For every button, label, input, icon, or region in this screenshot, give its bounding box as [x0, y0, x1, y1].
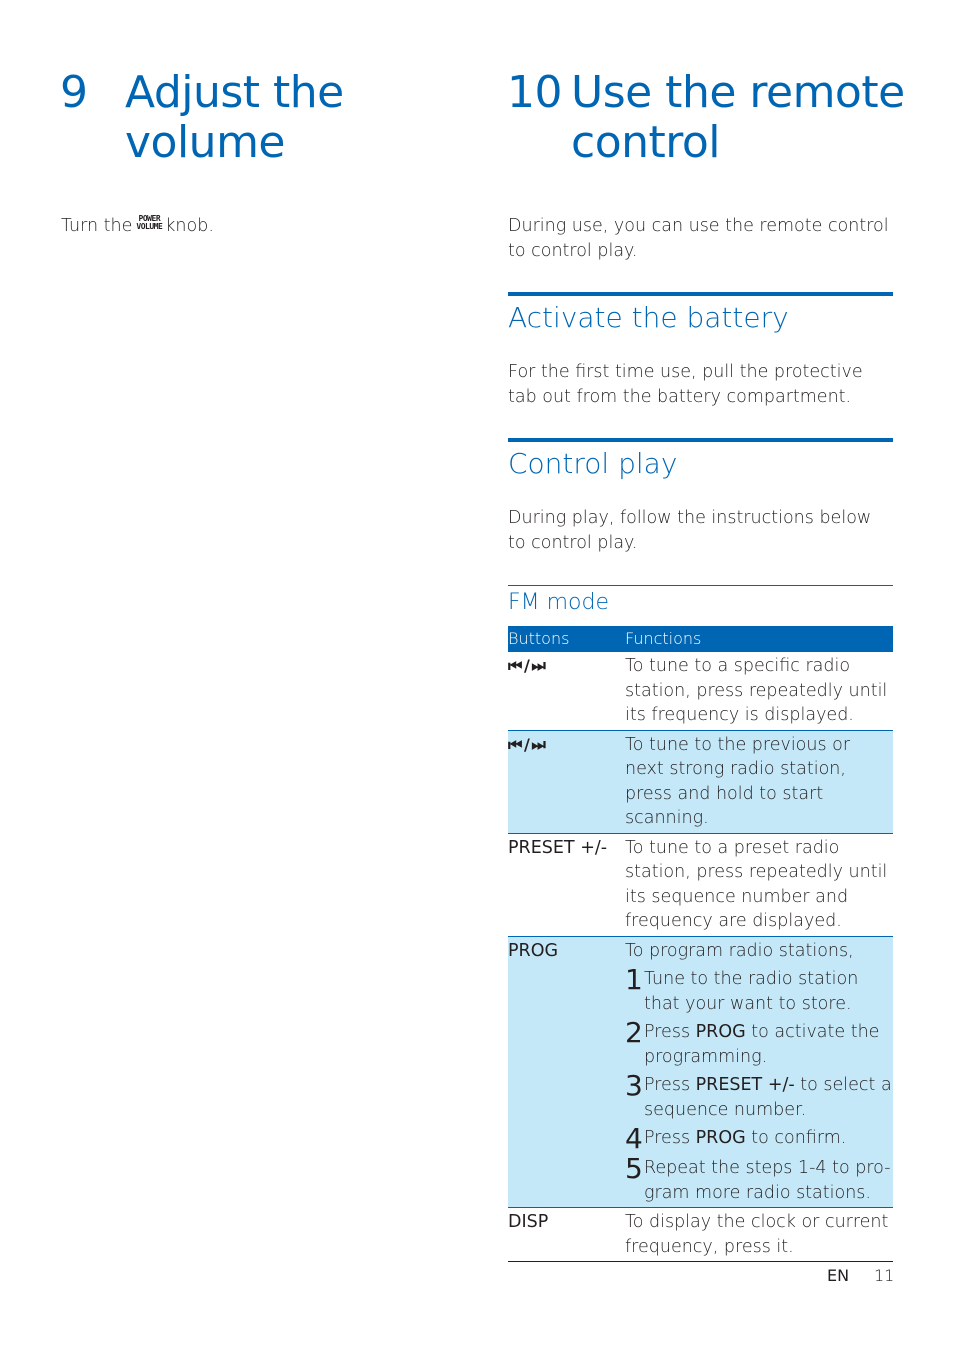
subsection-divider [508, 585, 893, 586]
prog-step: 4 Press PROG to confirm. [625, 1122, 847, 1155]
table-cell-function: To tune to a specific radio station, press repeatedly until its frequency is displayed. [625, 652, 893, 730]
step-number: 4 [625, 1122, 643, 1155]
step-number: 2 [625, 1016, 643, 1049]
table-row [508, 652, 893, 730]
chapter-10-title [571, 68, 905, 168]
prog-step: 3 Press PRESET +/- to select a sequence number. [625, 1073, 893, 1122]
chapter-10-number: 10 [507, 67, 562, 118]
table-cell-button: PROG [508, 936, 625, 1208]
table-cell-function [625, 936, 893, 1208]
section-title-activate-battery: Activate the battery [508, 301, 789, 334]
section-title-control-play: Control play [508, 447, 678, 480]
volume-text-after: knob. [165, 216, 214, 236]
table-cell-button: PRESET +/- [508, 833, 625, 936]
table-row [508, 833, 893, 936]
chapter-9-title-line1: Adjust the [125, 67, 344, 118]
prev-next-icon: ⏮ / ⏭ [508, 734, 544, 754]
step-number: 5 [625, 1152, 643, 1185]
table-row [508, 936, 893, 1208]
chapter-10-title-line1: Use the remote [571, 67, 905, 118]
section-divider [508, 292, 893, 296]
step-number: 3 [625, 1069, 643, 1102]
prev-next-icon: ⏮ / ⏭ [508, 656, 544, 675]
footer-language: EN [827, 1266, 850, 1285]
table-header-functions: Functions [625, 626, 893, 652]
table-cell-function: To display the clock or current frequency, press it. [625, 1208, 893, 1262]
prog-intro: To program radio stations, [625, 940, 854, 961]
fm-mode-table [508, 626, 893, 1262]
chapter-9-title-line2: volume [125, 117, 286, 168]
section-divider [508, 438, 893, 442]
activate-battery-text: For the first time use, pull the protective tab out from the battery compartment. [508, 362, 863, 407]
prog-step: 2 Press PROG to activate the programming. [625, 1020, 893, 1069]
table-row [508, 1208, 893, 1262]
power-volume-knob-icon: POWER VOLUME [136, 214, 163, 231]
control-play-text: During play, follow the instructions below to control play. [508, 508, 872, 553]
chapter-9-number: 9 [60, 67, 88, 118]
step-number: 1 [625, 963, 643, 996]
chapter-10-title-line2: control [571, 117, 721, 168]
table-row [508, 730, 893, 833]
chapter-9-title [125, 68, 344, 168]
table-cell-function: To tune to the previous or next strong radio station, press and hold to start scanning. [625, 730, 893, 833]
table-header-row [508, 626, 893, 652]
table-cell-button: DISP [508, 1208, 625, 1262]
volume-instruction [61, 214, 441, 239]
remote-intro-text: During use, you can use the remote control to control play. [508, 216, 889, 261]
table-cell-function: To tune to a preset radio station, press repeatedly until its sequence number and frequency are displayed. [625, 833, 893, 936]
prog-step: 1 Tune to the radio station that your want to store. [625, 967, 893, 1016]
volume-text-before: Turn the [61, 216, 133, 236]
table-header-buttons: Buttons [508, 626, 625, 652]
prog-step: 5 Repeat the steps 1-4 to pro-gram more radio stations. [625, 1156, 893, 1205]
footer-page-number: 11 [874, 1266, 895, 1285]
subsection-title-fm-mode: FM mode [508, 590, 610, 615]
